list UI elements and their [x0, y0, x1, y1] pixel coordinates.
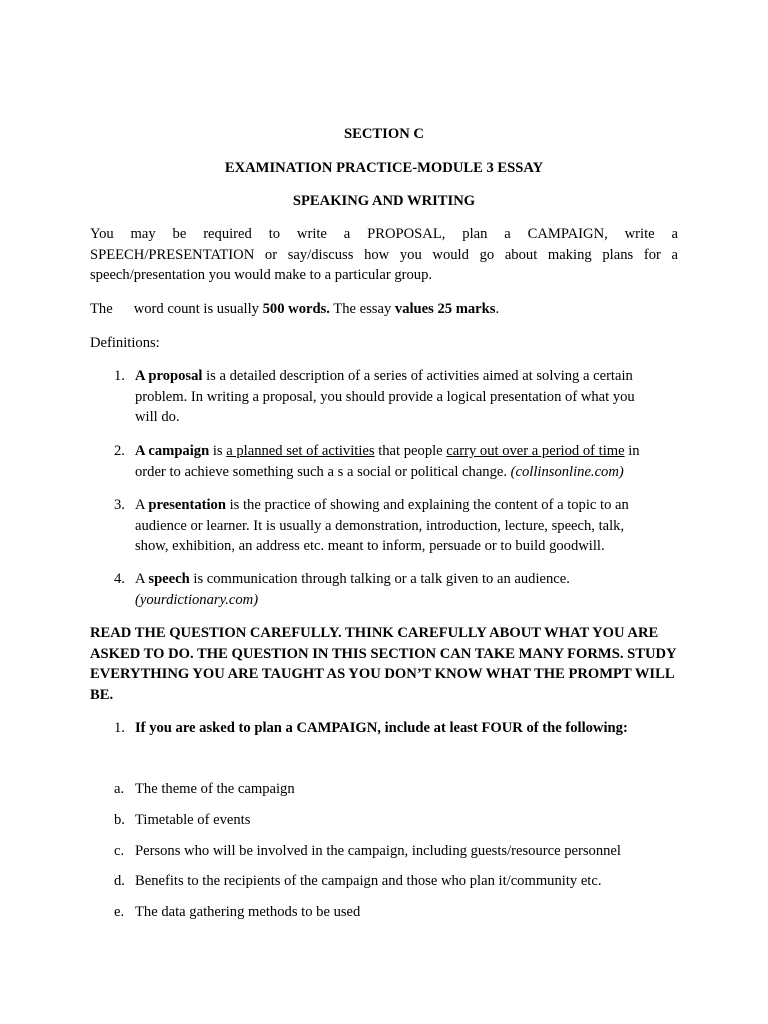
campaign-question — [114, 718, 674, 739]
list-letter: c. — [114, 843, 125, 859]
word-count-pre: word count is usually — [133, 301, 263, 317]
definition-item — [114, 495, 654, 557]
word-count-end: . — [495, 301, 500, 317]
definition-term: presentation — [148, 497, 226, 513]
module-heading: EXAMINATION PRACTICE-MODULE 3 ESSAY — [224, 160, 544, 176]
definition-article: A — [135, 497, 149, 513]
word-count-the: The — [90, 301, 113, 317]
list-text: Timetable of events — [135, 812, 251, 828]
definition-underlined-text: carry out over a period of time — [446, 443, 625, 459]
intro-paragraph — [90, 224, 678, 286]
intro-line-2: SPEECH/PRESENTATION or say/discuss how you would go about making plans for a — [90, 246, 678, 263]
word-count-marks: values 25 marks — [394, 301, 496, 317]
list-text: The data gathering methods to be used — [135, 904, 361, 920]
list-letter: d. — [114, 873, 125, 889]
list-letter: e. — [114, 904, 125, 920]
list-letter: a. — [114, 781, 125, 797]
definition-text: is communication through talking or a talk given to an audience. — [189, 571, 570, 587]
list-text: Persons who will be involved in the campaign, including guests/resource personnel — [135, 843, 621, 859]
definition-term: A proposal — [135, 368, 203, 384]
subtitle-heading: SPEAKING AND WRITING — [292, 193, 476, 209]
intro-line-3: speech/presentation you would make to a particular group. — [90, 267, 433, 284]
word-count-words: 500 words. — [262, 301, 330, 317]
list-item — [114, 871, 674, 892]
definition-text: that people — [374, 443, 447, 459]
definition-number: 4. — [114, 571, 125, 587]
list-item — [114, 841, 674, 862]
definition-text: in order to achieve something such a s a social or political change. — [135, 443, 640, 480]
definition-article: A — [135, 571, 149, 587]
intro-line-1: You may be required to write a PROPOSAL, plan a CAMPAIGN, write a — [90, 226, 678, 242]
list-item — [114, 810, 674, 831]
definition-term: A campaign — [135, 443, 210, 459]
definition-number: 2. — [114, 443, 125, 459]
warning-paragraph: READ THE QUESTION CAREFULLY. THINK CAREFULLY ABOUT WHAT YOU ARE ASKED TO DO. THE QUESTION IN THIS SECTION CAN TAKE MANY FORMS. STUDY EVERYTHING YOU ARE TAUGHT AS YOU DON’T KNOW WHAT THE PROMPT WILL BE. — [90, 625, 677, 703]
list-item — [114, 902, 674, 923]
definition-term: speech — [148, 571, 190, 587]
word-count-mid: The essay — [329, 301, 395, 317]
word-count-paragraph — [90, 299, 678, 320]
definition-item — [114, 569, 654, 610]
definition-underlined-text: a planned set of activities — [226, 443, 375, 459]
definition-text: is — [209, 443, 227, 459]
definition-number: 3. — [114, 497, 125, 513]
definition-text: is the practice of showing and explaining the content of a topic to an audience or learner. It is usually a demonstration, introduction, lecture, speech, talk, show, exhibition, an address etc. meant to inform, persuade or to build goodwill. — [135, 497, 629, 555]
definition-item — [114, 441, 654, 482]
question-text: If you are asked to plan a CAMPAIGN, include at least FOUR of the following: — [135, 720, 628, 736]
list-text: The theme of the campaign — [135, 781, 295, 797]
definition-citation: (collinsonline.com) — [510, 463, 624, 480]
list-item — [114, 779, 674, 800]
definitions-label: Definitions: — [90, 335, 160, 351]
section-heading: SECTION C — [344, 126, 424, 142]
definition-item — [114, 366, 654, 428]
list-text: Benefits to the recipients of the campaign and those who plan it/community etc. — [135, 873, 602, 889]
definition-text: is a detailed description of a series of activities aimed at solving a certain problem. In writing a proposal, you should provide a logical presentation of what you will do. — [135, 368, 635, 426]
question-number: 1. — [114, 720, 125, 736]
list-letter: b. — [114, 812, 125, 828]
definition-citation: (yourdictionary.com) — [135, 591, 259, 608]
definition-number: 1. — [114, 368, 125, 384]
